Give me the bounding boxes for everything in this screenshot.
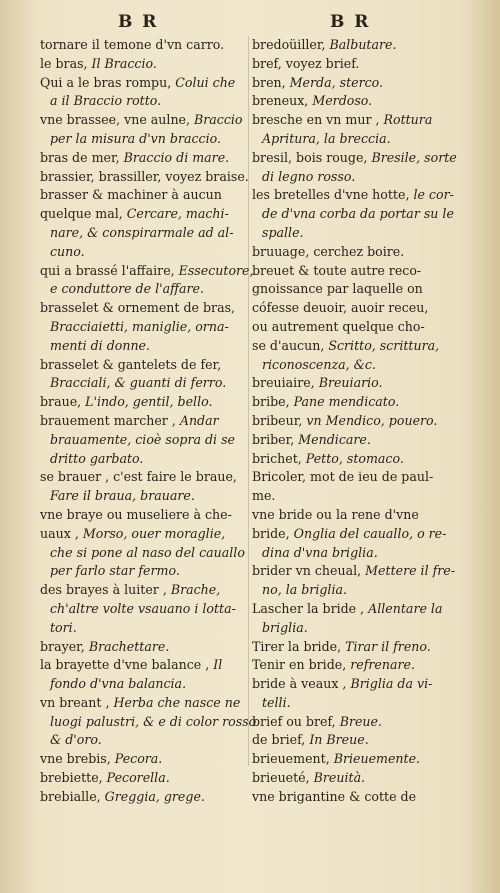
italian-gloss: Mettere il fre- xyxy=(365,563,456,579)
entry-line xyxy=(40,713,257,732)
italian-gloss: Briglia da vi- xyxy=(350,676,433,692)
french-headword: les bretelles d'vne hotte, xyxy=(252,187,414,203)
entry-line xyxy=(40,450,246,469)
running-head-right: B R xyxy=(330,12,371,32)
italian-gloss: Bracciaietti, maniglie, orna- xyxy=(50,318,229,334)
french-headword: vne braye ou museliere à che- xyxy=(40,506,232,522)
italian-gloss: Merdoso. xyxy=(312,93,373,109)
italian-gloss: e conduttore de l'affare. xyxy=(50,281,204,297)
french-headword: bref, voyez brief. xyxy=(252,55,360,71)
italian-gloss: Scritto, scrittura, xyxy=(328,337,440,353)
italian-gloss: & d'oro. xyxy=(50,732,102,748)
entry-line xyxy=(40,243,246,262)
entry-line xyxy=(252,280,462,299)
right-column xyxy=(252,36,462,807)
entry-line xyxy=(40,205,246,224)
entry-line xyxy=(252,731,462,750)
french-headword: brayer, xyxy=(40,638,89,654)
entry-line xyxy=(40,544,246,563)
entry-line xyxy=(40,750,246,769)
italian-gloss: Andar xyxy=(179,412,219,428)
entry-line xyxy=(40,280,246,299)
italian-gloss: Breue. xyxy=(339,713,382,729)
french-headword: brieuement, xyxy=(252,751,334,767)
french-headword: vn breant , xyxy=(40,694,114,710)
french-headword: ou autrement quelque cho- xyxy=(252,318,425,334)
italian-gloss: Petto, stomaco. xyxy=(305,450,404,466)
entry-line xyxy=(252,544,462,563)
french-headword: tornare il temone d'vn carro. xyxy=(40,37,225,52)
italian-gloss: Il xyxy=(213,657,223,673)
entry-line xyxy=(252,205,462,224)
italian-gloss: Breuiario. xyxy=(318,375,383,391)
entry-line xyxy=(252,55,462,74)
french-headword: bresche en vn mur , xyxy=(252,112,384,128)
italian-gloss: Cercare, machi- xyxy=(126,206,229,222)
french-headword: brasselet & gantelets de fer, xyxy=(40,356,222,372)
entry-line xyxy=(252,374,462,393)
italian-gloss: Merda, sterco. xyxy=(289,74,384,90)
french-headword: brassier, brassiller, voyez braise. xyxy=(40,168,249,184)
italian-gloss: fondo d'vna balancia. xyxy=(50,676,187,692)
entry-line xyxy=(40,468,246,487)
french-headword: vne brigantine & cotte de xyxy=(252,788,417,804)
entry-line xyxy=(40,111,246,130)
entry-line xyxy=(40,36,246,55)
italian-gloss: che si pone al naso del cauallo xyxy=(50,544,245,560)
french-headword: brief ou bref, xyxy=(252,713,340,729)
entry-line xyxy=(40,393,246,412)
french-headword: briber, xyxy=(252,431,299,447)
italian-gloss: per farlo star fermo. xyxy=(50,563,180,579)
entry-line xyxy=(252,525,462,544)
italian-gloss: riconoscenza, &c. xyxy=(262,356,376,372)
french-headword: vne brebis, xyxy=(40,751,115,767)
entry-line xyxy=(252,713,462,732)
entry-line xyxy=(252,412,462,431)
entry-line xyxy=(252,243,462,262)
italian-gloss: Balbutare. xyxy=(329,37,397,52)
entry-line xyxy=(252,356,462,375)
left-column xyxy=(40,36,257,807)
entry-line xyxy=(252,36,462,55)
italian-gloss: L'indo, gentil, bello. xyxy=(85,394,213,410)
italian-gloss: Morso, ouer moraglie, xyxy=(82,525,226,541)
italian-gloss: Allentare la xyxy=(368,600,443,616)
italian-gloss: per la misura d'vn braccio. xyxy=(50,130,221,146)
french-headword: cófesse deuoir, auoir receu, xyxy=(252,300,429,316)
italian-gloss: vn Mendico, pouero. xyxy=(306,412,438,428)
entry-line xyxy=(40,130,246,149)
entry-line xyxy=(40,299,246,318)
italian-gloss: cuno. xyxy=(50,243,85,259)
italian-gloss: tori. xyxy=(50,619,77,635)
entry-line xyxy=(40,731,246,750)
italian-gloss: a il Braccio rotto. xyxy=(50,93,162,109)
italian-gloss: de d'vna corba da portar su le xyxy=(262,206,454,222)
italian-gloss: Pecora. xyxy=(114,751,163,767)
entry-line xyxy=(252,638,462,657)
entry-line xyxy=(252,318,462,337)
italian-gloss: di legno rosso. xyxy=(262,168,356,184)
entry-line xyxy=(40,356,246,375)
entry-line xyxy=(252,393,462,412)
italian-gloss: Greggia, grege. xyxy=(104,788,205,804)
french-headword: brasser & machiner à aucun xyxy=(40,187,222,203)
italian-gloss: Braccio xyxy=(194,112,243,128)
italian-gloss: Brache, xyxy=(170,582,221,598)
french-headword: Tenir en bride, xyxy=(252,657,351,673)
italian-gloss: refrenare. xyxy=(350,657,415,673)
running-head-left: B R xyxy=(118,12,159,32)
entry-line xyxy=(252,74,462,93)
entry-line xyxy=(252,468,462,487)
entry-line xyxy=(40,374,246,393)
entry-line xyxy=(40,412,246,431)
italian-gloss: ch'altre volte vsauano i lotta- xyxy=(50,600,236,616)
entry-line xyxy=(40,186,246,205)
running-head xyxy=(0,12,500,36)
french-headword: Qui a le bras rompu, xyxy=(40,74,176,90)
entry-line xyxy=(252,450,462,469)
french-headword: se d'aucun, xyxy=(252,337,329,353)
entry-line xyxy=(252,149,462,168)
entry-line xyxy=(40,562,246,581)
entry-line xyxy=(40,92,246,111)
italian-gloss: Il Braccio. xyxy=(91,55,157,71)
entry-line xyxy=(252,431,462,450)
entry-line xyxy=(40,149,246,168)
entry-line xyxy=(40,656,246,675)
entry-line xyxy=(252,92,462,111)
column-divider xyxy=(248,36,249,766)
french-headword: la brayette d'vne balance , xyxy=(40,657,214,673)
italian-gloss: dritto garbato. xyxy=(50,450,144,466)
french-headword: le bras, xyxy=(40,55,92,71)
entry-line xyxy=(252,694,462,713)
italian-gloss: Bresile, sorte xyxy=(371,149,457,165)
french-headword: vne brassee, vne aulne, xyxy=(40,112,195,128)
french-headword: Tirer la bride, xyxy=(252,638,346,654)
italian-gloss: spalle. xyxy=(262,224,304,240)
italian-gloss: Breuità. xyxy=(313,770,366,786)
french-headword: bredoüiller, xyxy=(252,37,330,52)
french-headword: qui a brassé l'affaire, xyxy=(40,262,179,278)
french-headword: des brayes à luiter , xyxy=(40,582,171,598)
entry-line xyxy=(252,168,462,187)
italian-gloss: nare, & conspirarmale ad al- xyxy=(50,224,234,240)
italian-gloss: dina d'vna briglia. xyxy=(262,544,378,560)
french-headword: uaux , xyxy=(40,525,83,541)
french-headword: bresil, bois rouge, xyxy=(252,149,372,165)
italian-gloss: Essecutore, xyxy=(178,262,254,278)
italian-gloss: Brachettare. xyxy=(88,638,170,654)
italian-gloss: Braccio di mare. xyxy=(123,149,230,165)
entry-line xyxy=(252,130,462,149)
entry-line xyxy=(40,506,246,525)
french-headword: bribeur, xyxy=(252,412,307,428)
french-headword: bras de mer, xyxy=(40,149,124,165)
italian-gloss: Rottura xyxy=(383,112,433,128)
entry-line xyxy=(40,638,246,657)
french-headword: se brauer , c'est faire le braue, xyxy=(40,469,237,485)
entry-line xyxy=(40,431,246,450)
italian-gloss: Apritura, la breccia. xyxy=(262,130,391,146)
italian-gloss: briglia. xyxy=(262,619,308,635)
italian-gloss: Colui che xyxy=(175,74,236,90)
entry-line xyxy=(40,55,246,74)
french-headword: breuet & toute autre reco- xyxy=(252,262,422,278)
entry-line xyxy=(252,111,462,130)
italian-gloss: In Breue. xyxy=(309,732,369,748)
entry-line xyxy=(40,619,246,638)
italian-gloss: telli. xyxy=(262,694,291,710)
french-headword: brasselet & ornement de bras, xyxy=(40,300,236,316)
entry-line xyxy=(252,506,462,525)
french-headword: breneux, xyxy=(252,93,313,109)
french-headword: quelque mal, xyxy=(40,206,127,222)
french-headword: bruuage, cerchez boire. xyxy=(252,243,405,259)
entry-line xyxy=(252,337,462,356)
entry-line xyxy=(252,675,462,694)
french-headword: bride à veaux , xyxy=(252,676,351,692)
french-headword: bride, xyxy=(252,525,294,541)
french-headword: bren, xyxy=(252,74,290,90)
entry-line xyxy=(40,74,246,93)
entry-line xyxy=(40,525,246,544)
italian-gloss: Pecorella. xyxy=(106,770,170,786)
italian-gloss: Onglia del cauallo, o re- xyxy=(293,525,447,541)
italian-gloss: Mendicare. xyxy=(298,431,371,447)
french-headword: Lascher la bride , xyxy=(252,600,369,616)
italian-gloss: le cor- xyxy=(413,187,454,203)
entry-line xyxy=(40,224,246,243)
french-headword: me. xyxy=(252,488,276,504)
italian-gloss: menti di donne. xyxy=(50,337,151,353)
page-bottom-margin xyxy=(0,783,500,893)
french-headword: brider vn cheual, xyxy=(252,563,366,579)
entry-line xyxy=(252,186,462,205)
french-headword: vne bride ou la rene d'vne xyxy=(252,506,419,522)
entry-line xyxy=(252,562,462,581)
entry-line xyxy=(40,487,246,506)
entry-line xyxy=(252,619,462,638)
entry-line xyxy=(40,337,246,356)
entry-line xyxy=(40,168,249,187)
entry-line xyxy=(252,750,462,769)
entry-line xyxy=(40,675,246,694)
entry-line xyxy=(252,581,462,600)
italian-gloss: Brieuemente. xyxy=(333,751,421,767)
french-headword: brichet, xyxy=(252,450,306,466)
entry-line xyxy=(40,694,246,713)
french-headword: bribe, xyxy=(252,394,294,410)
french-headword: braue, xyxy=(40,394,86,410)
french-headword: de brief, xyxy=(252,732,310,748)
entry-line xyxy=(252,299,462,318)
entry-line xyxy=(252,262,462,281)
entry-line xyxy=(252,224,462,243)
entry-line xyxy=(40,318,246,337)
italian-gloss: Bracciali, & guanti di ferro. xyxy=(50,375,227,391)
entry-line xyxy=(40,262,254,281)
italian-gloss: Fare il braua, brauare. xyxy=(50,488,195,504)
french-headword: brieueté, xyxy=(252,770,314,786)
italian-gloss: Tirar il freno. xyxy=(345,638,431,654)
french-headword: brebiette, xyxy=(40,770,107,786)
italian-gloss: Pane mendicato. xyxy=(293,394,400,410)
italian-gloss: luogi palustri, & e di color rosso xyxy=(50,713,257,729)
entry-line xyxy=(252,656,462,675)
entry-line xyxy=(40,600,246,619)
italian-gloss: Herba che nasce ne xyxy=(113,694,241,710)
entry-line xyxy=(252,487,462,506)
entry-line xyxy=(40,581,246,600)
french-headword: brebialle, xyxy=(40,788,105,804)
french-headword: Bricoler, mot de ieu de paul- xyxy=(252,469,434,485)
italian-gloss: no, la briglia. xyxy=(262,582,347,598)
french-headword: gnoissance par laquelle on xyxy=(252,281,423,297)
french-headword: breuiaire, xyxy=(252,375,319,391)
french-headword: brauement marcher , xyxy=(40,412,180,428)
entry-line xyxy=(252,600,462,619)
italian-gloss: brauamente, cioè sopra di se xyxy=(50,431,236,447)
